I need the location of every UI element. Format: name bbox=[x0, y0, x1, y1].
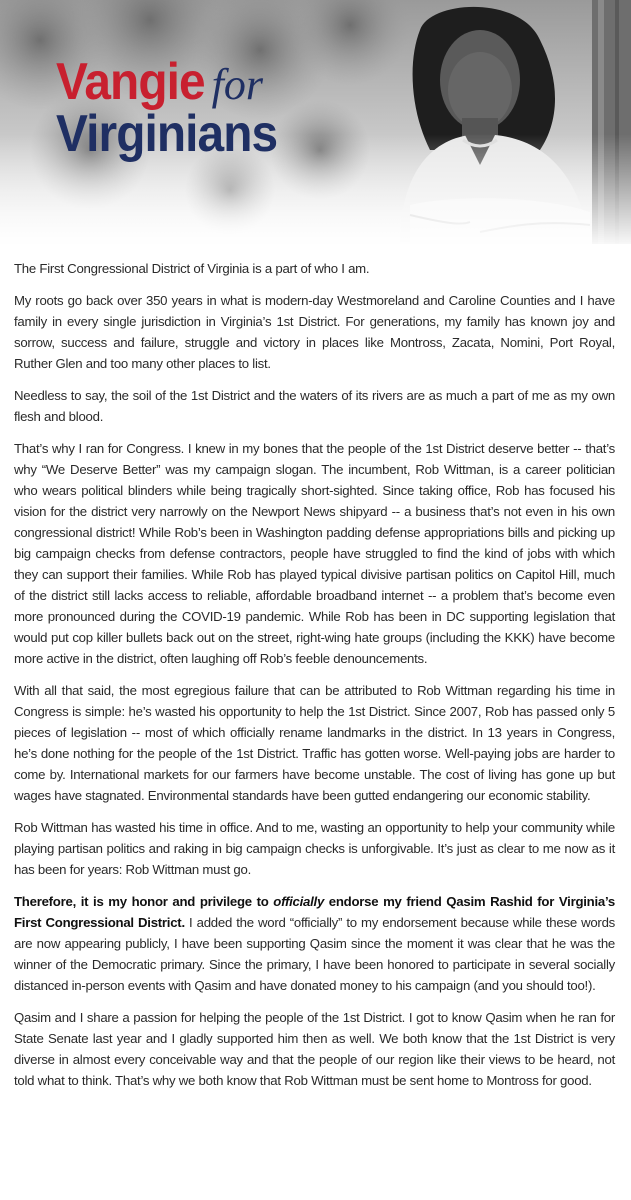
logo-for: for bbox=[211, 60, 263, 109]
paragraph-6: Rob Wittman has wasted his time in office. And to me, wasting an opportunity to help your community while playing partisan politics and raking in big campaign checks is unforgivable. It’s just as clear to me now as it has been for years: Rob Wittman must go. bbox=[14, 820, 615, 877]
paragraph-3: Needless to say, the soil of the 1st District and the waters of its rivers are as much a part of me as my own flesh and blood. bbox=[14, 388, 615, 424]
logo-virginians: Virginians bbox=[56, 105, 278, 163]
paragraph-1: The First Congressional District of Virginia is a part of who I am. bbox=[14, 261, 370, 276]
letter-body bbox=[0, 244, 631, 1102]
paragraph-4: That’s why I ran for Congress. I knew in my bones that the people of the 1st District deserve better -- that’s why “We Deserve Better” was my campaign slogan. The incumbent, Rob Wittman, is a career politician who wears political blinders while being tragically short-sighted. Since taking office, Rob has focused his vision for the district very narrowly on the Newport News shipyard -- a business that’s not even in his own congressional district! While Rob’s been in Washington padding defense appropriations bills and picking up big campaign checks from defense contractors, people have struggled to find the kind of jobs with which they can support their families. While Rob has played typical divisive partisan politics on Capitol Hill, much of the district still lacks access to reliable, affordable broadband internet -- a problem that’s become even more pronounced during the COVID-19 pandemic. While Rob has been in DC supporting legislation that would put cop killer bullets back out on the street, right-wing hate groups (including the KKK) have become more active in the district, often laughing off Rob’s feeble denouncements. bbox=[14, 441, 615, 666]
paragraph-8: Qasim and I share a passion for helping the people of the 1st District. I got to know Qasim when he ran for State Senate last year and I gladly supported him then as well. We both know that the 1st District is very diverse in almost every conceivable way and that the people of our region like their views to be heard, not told what to think. That’s why we both know that Rob Wittman must be sent home to Montross for good. bbox=[14, 1010, 615, 1088]
endorsement-statement: Therefore, it is my honor and privilege to officially endorse my friend Qasim Rashid for Virginia’s First Congressional District. bbox=[14, 894, 615, 930]
paragraph-2: My roots go back over 350 years in what is modern-day Westmoreland and Caroline Counties and I have family in every single jurisdiction in Virginia’s 1st District. For generations, my family has known joy and sorrow, success and failure, struggle and victory in places like Montross, Zacata, Nomini, Port Royal, Ruther Glen and too many other places to list. bbox=[14, 293, 615, 371]
paragraph-7-endorsement: Therefore, it is my honor and privilege to officially endorse my friend Qasim Rashid for Virginia’s First Congressional District. I added the word “officially” to my endorsement because while these words are now appearing publicly, I have been supporting Qasim since the moment it was clear that he was the winner of the Democratic primary. Since the primary, I have been honored to participate in several socially distanced in-person events with Qasim and have donated money to his campaign (and you should too!). bbox=[14, 894, 615, 993]
header-banner bbox=[0, 0, 631, 244]
logo-name: Vangie bbox=[56, 53, 205, 111]
paragraph-5: With all that said, the most egregious failure that can be attributed to Rob Wittman regarding his time in Congress is simple: he’s wasted his opportunity to help the 1st District. Since 2007, Rob has passed only 5 pieces of legislation -- most of which officially rename landmarks in the district. In 13 years in Congress, he’s done nothing for the people of the 1st District. Traffic has gotten worse. Well-paying jobs are harder to come by. International markets for our farmers have become unstable. The cost of living has gone up but wages have stagnated. Environmental standards have been gutted endangering our economic stability. bbox=[14, 683, 615, 803]
campaign-logo bbox=[56, 53, 356, 163]
